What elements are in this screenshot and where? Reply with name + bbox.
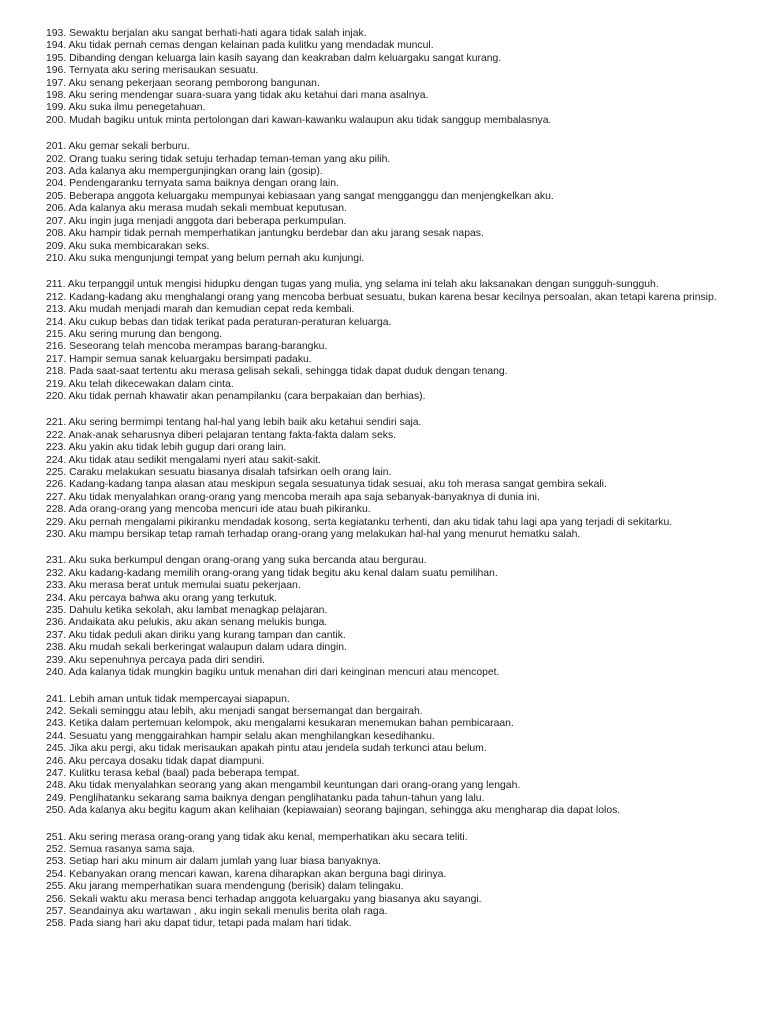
question-item: 196. Ternyata aku sering merisaukan sesuatu. — [46, 65, 259, 77]
question-group — [46, 279, 748, 403]
question-item: 211. Aku terpanggil untuk mengisi hidupku dengan tugas yang mulia, yng selama ini telah aku laksanakan dengan sungguh-sungguh. — [46, 279, 659, 291]
question-item: 228. Ada orang-orang yang mencoba mencuri ide atau buah pikiranku. — [46, 504, 371, 516]
question-item: 194. Aku tidak pernah cemas dengan kelainan pada kulitku yang mendadak muncul. — [46, 40, 434, 52]
question-item: 245. Jika aku pergi, aku tidak merisaukan apakah pintu atau jendela sudah terkunci atau belum. — [46, 743, 487, 755]
question-item: 233. Aku merasa berat untuk memulai suatu pekerjaan. — [46, 580, 301, 592]
question-item: 223. Aku yakin aku tidak lebih gugup dari orang lain. — [46, 442, 287, 454]
question-item: 252. Semua rasanya sama saja. — [46, 843, 196, 855]
question-item: 236. Andaikata aku pelukis, aku akan senang melukis bunga. — [46, 617, 328, 629]
question-item: 207. Aku ingin juga menjadi anggota dari beberapa perkumpulan. — [46, 215, 347, 227]
question-item: 195. Dibanding dengan keluarga lain kasih sayang dan keakraban dalm keluargaku sangat kurang. — [46, 52, 502, 64]
question-item: 257. Seandainya aku wartawan , aku ingin sekali menulis berita olah raga. — [46, 906, 388, 917]
question-item: 256. Sekali waktu aku merasa benci terhadap anggota keluargaku yang biasanya aku sayangi. — [46, 893, 482, 905]
question-item: 253. Setiap hari aku minum air dalam jumlah yang luar biasa banyaknya. — [46, 856, 381, 868]
question-item: 251. Aku sering merasa orang-orang yang tidak aku kenal, memperhatikan aku secara teliti. — [46, 831, 468, 843]
question-item: 239. Aku sepenuhnya percaya pada diri sendiri. — [46, 654, 265, 666]
question-item: 248. Aku tidak menyalahkan seorang yang akan mengambil keuntungan dari orang-orang yang lengah. — [46, 780, 521, 792]
question-group — [46, 141, 748, 265]
question-item: 258. Pada siang hari aku dapat tidur, tetapi pada malam hari tidak. — [46, 918, 352, 930]
question-item: 204. Pendengaranku ternyata sama baiknya dengan orang lain. — [46, 178, 339, 190]
question-item: 193. Sewaktu berjalan aku sangat berhati-hati agara tidak salah injak. — [46, 28, 367, 39]
question-item: 234. Aku percaya bahwa aku orang yang terkutuk. — [46, 592, 278, 604]
question-item: 205. Beberapa anggota keluargaku mempunyai kebiasaan yang sangat mengganggu dan menjengkelkan aku. — [46, 190, 554, 202]
question-item: 221. Aku sering bermimpi tentang hal-hal yang lebih baik aku ketahui sendiri saja. — [46, 417, 422, 429]
question-item: 210. Aku suka mengunjungi tempat yang belum pernah aku kunjungi. — [46, 252, 365, 264]
question-group — [46, 694, 748, 818]
question-item: 208. Aku hampir tidak pernah memperhatikan jantungku berdebar dan aku jarang sesak napas. — [46, 228, 484, 240]
question-item: 216. Seseorang telah mencoba merampas barang-barangku. — [46, 341, 328, 353]
question-item: 214. Aku cukup bebas dan tidak terikat pada peraturan-peraturan keluarga. — [46, 316, 392, 328]
question-item: 206. Ada kalanya aku merasa mudah sekali membuat keputusan. — [46, 203, 347, 215]
question-item: 237. Aku tidak peduli akan diriku yang kurang tampan dan cantik. — [46, 629, 346, 641]
question-item: 226. Kadang-kadang tanpa alasan atau meskipun segala sesuatunya tidak sesuai, aku toh merasa sangat gembira sekali. — [46, 479, 607, 491]
question-item: 250. Ada kalanya aku begitu kagum akan kelihaian (kepiawaian) seorang bajingan, sehingga aku mengharap dia dapat lolos. — [46, 805, 621, 817]
question-item: 235. Dahulu ketika sekolah, aku lambat menagkap pelajaran. — [46, 605, 328, 617]
question-item: 249. Penglihatanku sekarang sama baiknya dengan penglihatanku pada tahun-tahun yang lalu. — [46, 792, 485, 804]
question-group — [46, 832, 748, 931]
question-item: 213. Aku mudah menjadi marah dan kemudian cepat reda kembali. — [46, 304, 355, 316]
question-item: 203. Ada kalanya aku mempergunjingkan orang lain (gosip). — [46, 166, 323, 178]
question-item: 244. Sesuatu yang menggairahkan hampir selalu akan menghilangkan kesedihanku. — [46, 730, 435, 742]
question-item: 231. Aku suka berkumpul dengan orang-orang yang suka bercanda atau bergurau. — [46, 555, 427, 567]
question-item: 218. Pada saat-saat tertentu aku merasa gelisah sekali, sehingga tidak dapat duduk dengan tenang. — [46, 366, 508, 378]
question-item: 240. Ada kalanya tidak mungkin bagiku untuk menahan diri dari keinginan mencuri atau mencopet. — [46, 667, 500, 679]
question-item: 224. Aku tidak atau sedikit mengalami nyeri atau sakit-sakit. — [46, 454, 321, 466]
question-item: 199. Aku suka ilmu penegetahuan. — [46, 102, 206, 114]
question-group — [46, 28, 748, 127]
question-item: 209. Aku suka membicarakan seks. — [46, 240, 210, 252]
question-item: 197. Aku senang pekerjaan seorang pemborong bangunan. — [46, 77, 320, 89]
question-item: 247. Kulitku terasa kebal (baal) pada beberapa tempat. — [46, 767, 300, 779]
question-item: 217. Hampir semua sanak keluargaku bersimpati padaku. — [46, 353, 312, 365]
question-item: 212. Kadang-kadang aku menghalangi orang yang mencoba berbuat sesuatu, bukan karena besar kecilnya persoalan, akan tetapi karena prinsip. — [46, 291, 717, 303]
question-item: 219. Aku telah dikecewakan dalam cinta. — [46, 378, 234, 390]
question-item: 200. Mudah bagiku untuk minta pertolongan dari kawan-kawanku walaupun aku tidak sanggup membalasnya. — [46, 114, 552, 126]
question-item: 242. Sekali seminggu atau lebih, aku menjadi sangat bersemangat dan bergairah. — [46, 705, 423, 717]
question-item: 198. Aku sering mendengar suara-suara yang tidak aku ketahui dari mana asalnya. — [46, 90, 429, 102]
question-item: 238. Aku mudah sekali berkeringat walaupun dalam udara dingin. — [46, 642, 347, 654]
question-group — [46, 555, 748, 679]
question-item: 222. Anak-anak seharusnya diberi pelajaran tentang fakta-fakta dalam seks. — [46, 429, 397, 441]
question-item: 225. Caraku melakukan sesuatu biasanya disalah tafsirkan oelh orang lain. — [46, 467, 392, 478]
question-item: 241. Lebih aman untuk tidak mempercayai siapapun. — [46, 693, 290, 705]
question-item: 215. Aku sering murung dan bengong. — [46, 328, 223, 340]
question-item: 255. Aku jarang memperhatikan suara mendengung (berisik) dalam telingaku. — [46, 881, 404, 893]
question-item: 246. Aku percaya dosaku tidak dapat diampuni. — [46, 755, 265, 767]
question-item: 227. Aku tidak menyalahkan orang-orang yang mencoba meraih apa saja sebanyak-banyaknya di dunia ini. — [46, 491, 540, 503]
question-item: 201. Aku gemar sekali berburu. — [46, 141, 190, 153]
question-item: 254. Kebanyakan orang mencari kawan, karena diharapkan akan berguna bagi dirinya. — [46, 868, 447, 880]
question-item: 243. Ketika dalam pertemuan kelompok, aku mengalami kesukaran menemukan bahan pembicaraan. — [46, 718, 514, 730]
question-group — [46, 417, 748, 541]
question-item: 232. Aku kadang-kadang memilih orang-orang yang tidak begitu aku kenal dalam suatu pemilihan. — [46, 567, 498, 579]
question-item: 230. Aku mampu bersikap tetap ramah terhadap orang-orang yang melakukan hal-hal yang menurut hematku salah. — [46, 529, 581, 541]
question-item: 202. Orang tuaku sering tidak setuju terhadap teman-teman yang aku pilih. — [46, 153, 391, 165]
question-item: 229. Aku pernah mengalami pikiranku mendadak kosong, serta kegiatanku terhenti, dan aku tidak tahu lagi apa yang terjadi di sekitarku. — [46, 516, 673, 528]
question-item: 220. Aku tidak pernah khawatir akan penampilanku (cara berpakaian dan berhias). — [46, 390, 426, 402]
